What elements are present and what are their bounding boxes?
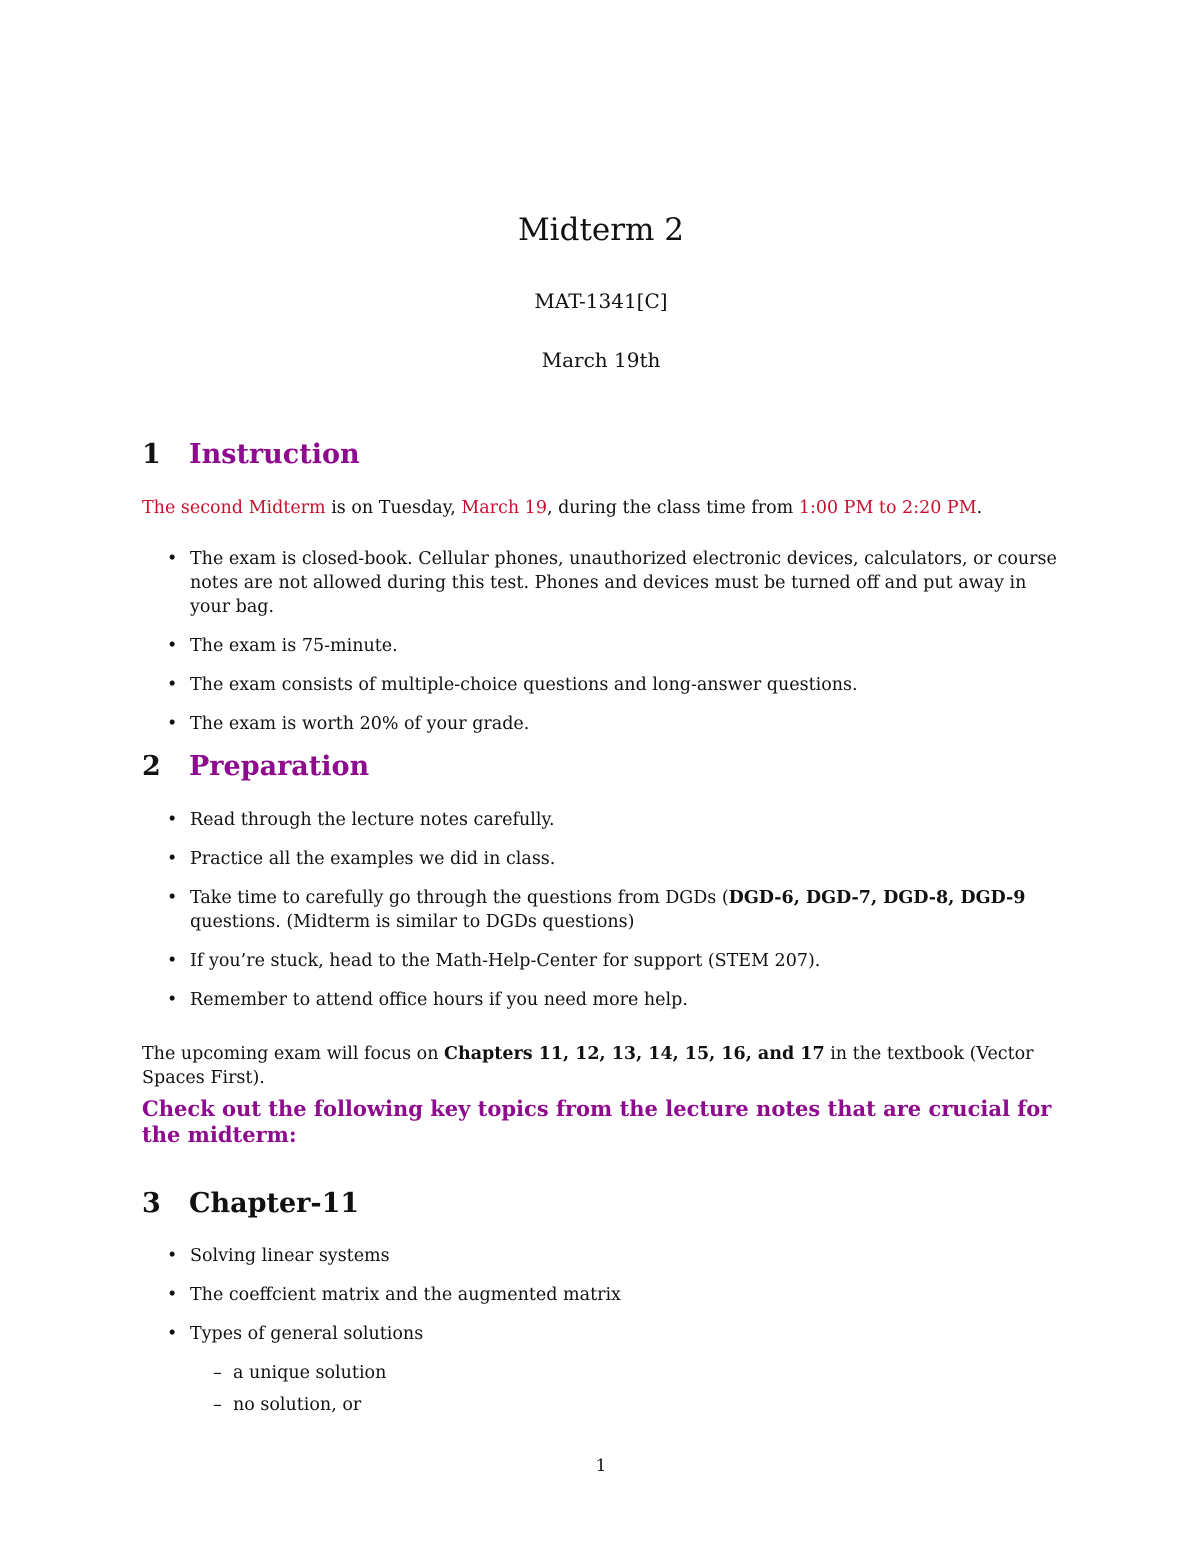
- list-item: [142, 634, 1060, 658]
- instruction-list: [142, 547, 1060, 736]
- bullet-icon: •: [167, 1246, 178, 1266]
- list-item-text: Practice all the examples we did in class.: [190, 849, 556, 869]
- dash-icon: –: [213, 1395, 222, 1415]
- list-item-text: If you’re stuck, head to the Math-Help-Center for support (STEM 207).: [190, 951, 821, 971]
- intro-text: , during the class time from: [546, 498, 799, 518]
- bullet-icon: •: [167, 675, 178, 695]
- focus-chapters: Chapters 11, 12, 13, 14, 15, 16, and 17: [444, 1044, 825, 1064]
- bullet-icon: •: [167, 888, 178, 908]
- intro-text: is on Tuesday,: [325, 498, 462, 518]
- focus-text: The upcoming exam will focus on: [142, 1044, 445, 1064]
- section-heading-instruction: [142, 439, 360, 470]
- intro-highlight-midterm: The second Midterm: [142, 498, 326, 518]
- bullet-icon: •: [167, 951, 178, 971]
- solution-types-sublist: [142, 1361, 1060, 1425]
- list-item: [142, 712, 1060, 736]
- list-item-text: The exam consists of multiple-choice questions and long-answer questions.: [190, 675, 858, 695]
- list-item: [142, 1322, 1060, 1346]
- sub-list-item: [142, 1393, 1060, 1417]
- bullet-icon: •: [167, 714, 178, 734]
- list-item-text: Types of general solutions: [190, 1324, 424, 1344]
- list-item: [142, 847, 1060, 871]
- list-item: [142, 886, 1060, 934]
- document-title: Midterm 2: [517, 212, 685, 248]
- section-number: 3: [142, 1188, 161, 1219]
- bullet-icon: •: [167, 1324, 178, 1344]
- dash-icon: –: [213, 1363, 222, 1383]
- list-item: [142, 1244, 1060, 1268]
- section-number: 2: [142, 751, 161, 782]
- bullet-icon: •: [167, 636, 178, 656]
- section-number: 1: [142, 439, 161, 470]
- bullet-icon: •: [167, 810, 178, 830]
- list-item-text: The exam is 75-minute.: [190, 636, 398, 656]
- list-item-text: The coeffcient matrix and the augmented matrix: [190, 1285, 621, 1305]
- sub-list-item-text: no solution, or: [233, 1395, 362, 1415]
- list-item: [142, 949, 1060, 973]
- page-number: 1: [595, 1456, 607, 1476]
- list-item: [142, 547, 1060, 619]
- section-title: Preparation: [189, 751, 370, 782]
- bullet-icon: •: [167, 549, 178, 569]
- list-item-text: Take time to carefully go through the questions from DGDs (: [190, 888, 729, 908]
- intro-highlight-time: 1:00 PM to 2:20 PM: [798, 498, 977, 518]
- bullet-icon: •: [167, 849, 178, 869]
- exam-focus-paragraph: [142, 1042, 1060, 1090]
- list-item: [142, 988, 1060, 1012]
- sub-list-item: [142, 1361, 1060, 1385]
- section-title: Chapter-11: [189, 1188, 360, 1219]
- section-heading-preparation: [142, 751, 369, 782]
- intro-highlight-date: March 19: [461, 498, 547, 518]
- list-item-text: Read through the lecture notes carefully.: [190, 810, 555, 830]
- instruction-intro: [142, 496, 1060, 520]
- bullet-icon: •: [167, 990, 178, 1010]
- intro-text: .: [976, 498, 983, 518]
- key-topics-callout: Check out the following key topics from the lecture notes that are crucial for the midterm:: [142, 1096, 1052, 1147]
- list-item-text: questions. (Midterm is similar to DGDs questions): [190, 912, 635, 932]
- list-item-text: The exam is closed-book. Cellular phones, unauthorized electronic devices, calculators, or course notes are not allowed during this test. Phones and devices must be turned off and put away in your bag.: [190, 549, 1057, 617]
- course-code: MAT-1341[C]: [534, 289, 668, 313]
- document-page: [142, 0, 1060, 1553]
- dgd-list: DGD-6, DGD-7, DGD-8, DGD-9: [728, 888, 1026, 908]
- sub-list-item-text: a unique solution: [233, 1363, 387, 1383]
- list-item-text: Remember to attend office hours if you need more help.: [190, 990, 688, 1010]
- focus-text: in the textbook (Vector Spaces First).: [142, 1044, 1034, 1088]
- list-item-text: Solving linear systems: [190, 1246, 390, 1266]
- chapter-11-list: [142, 1244, 1060, 1346]
- section-title: Instruction: [189, 439, 360, 470]
- bullet-icon: •: [167, 1285, 178, 1305]
- section-heading-chapter-11: [142, 1188, 359, 1219]
- list-item: [142, 673, 1060, 697]
- list-item: [142, 1283, 1060, 1307]
- preparation-list: [142, 808, 1060, 1012]
- list-item: [142, 808, 1060, 832]
- list-item-text: The exam is worth 20% of your grade.: [190, 714, 530, 734]
- exam-date: March 19th: [541, 348, 661, 372]
